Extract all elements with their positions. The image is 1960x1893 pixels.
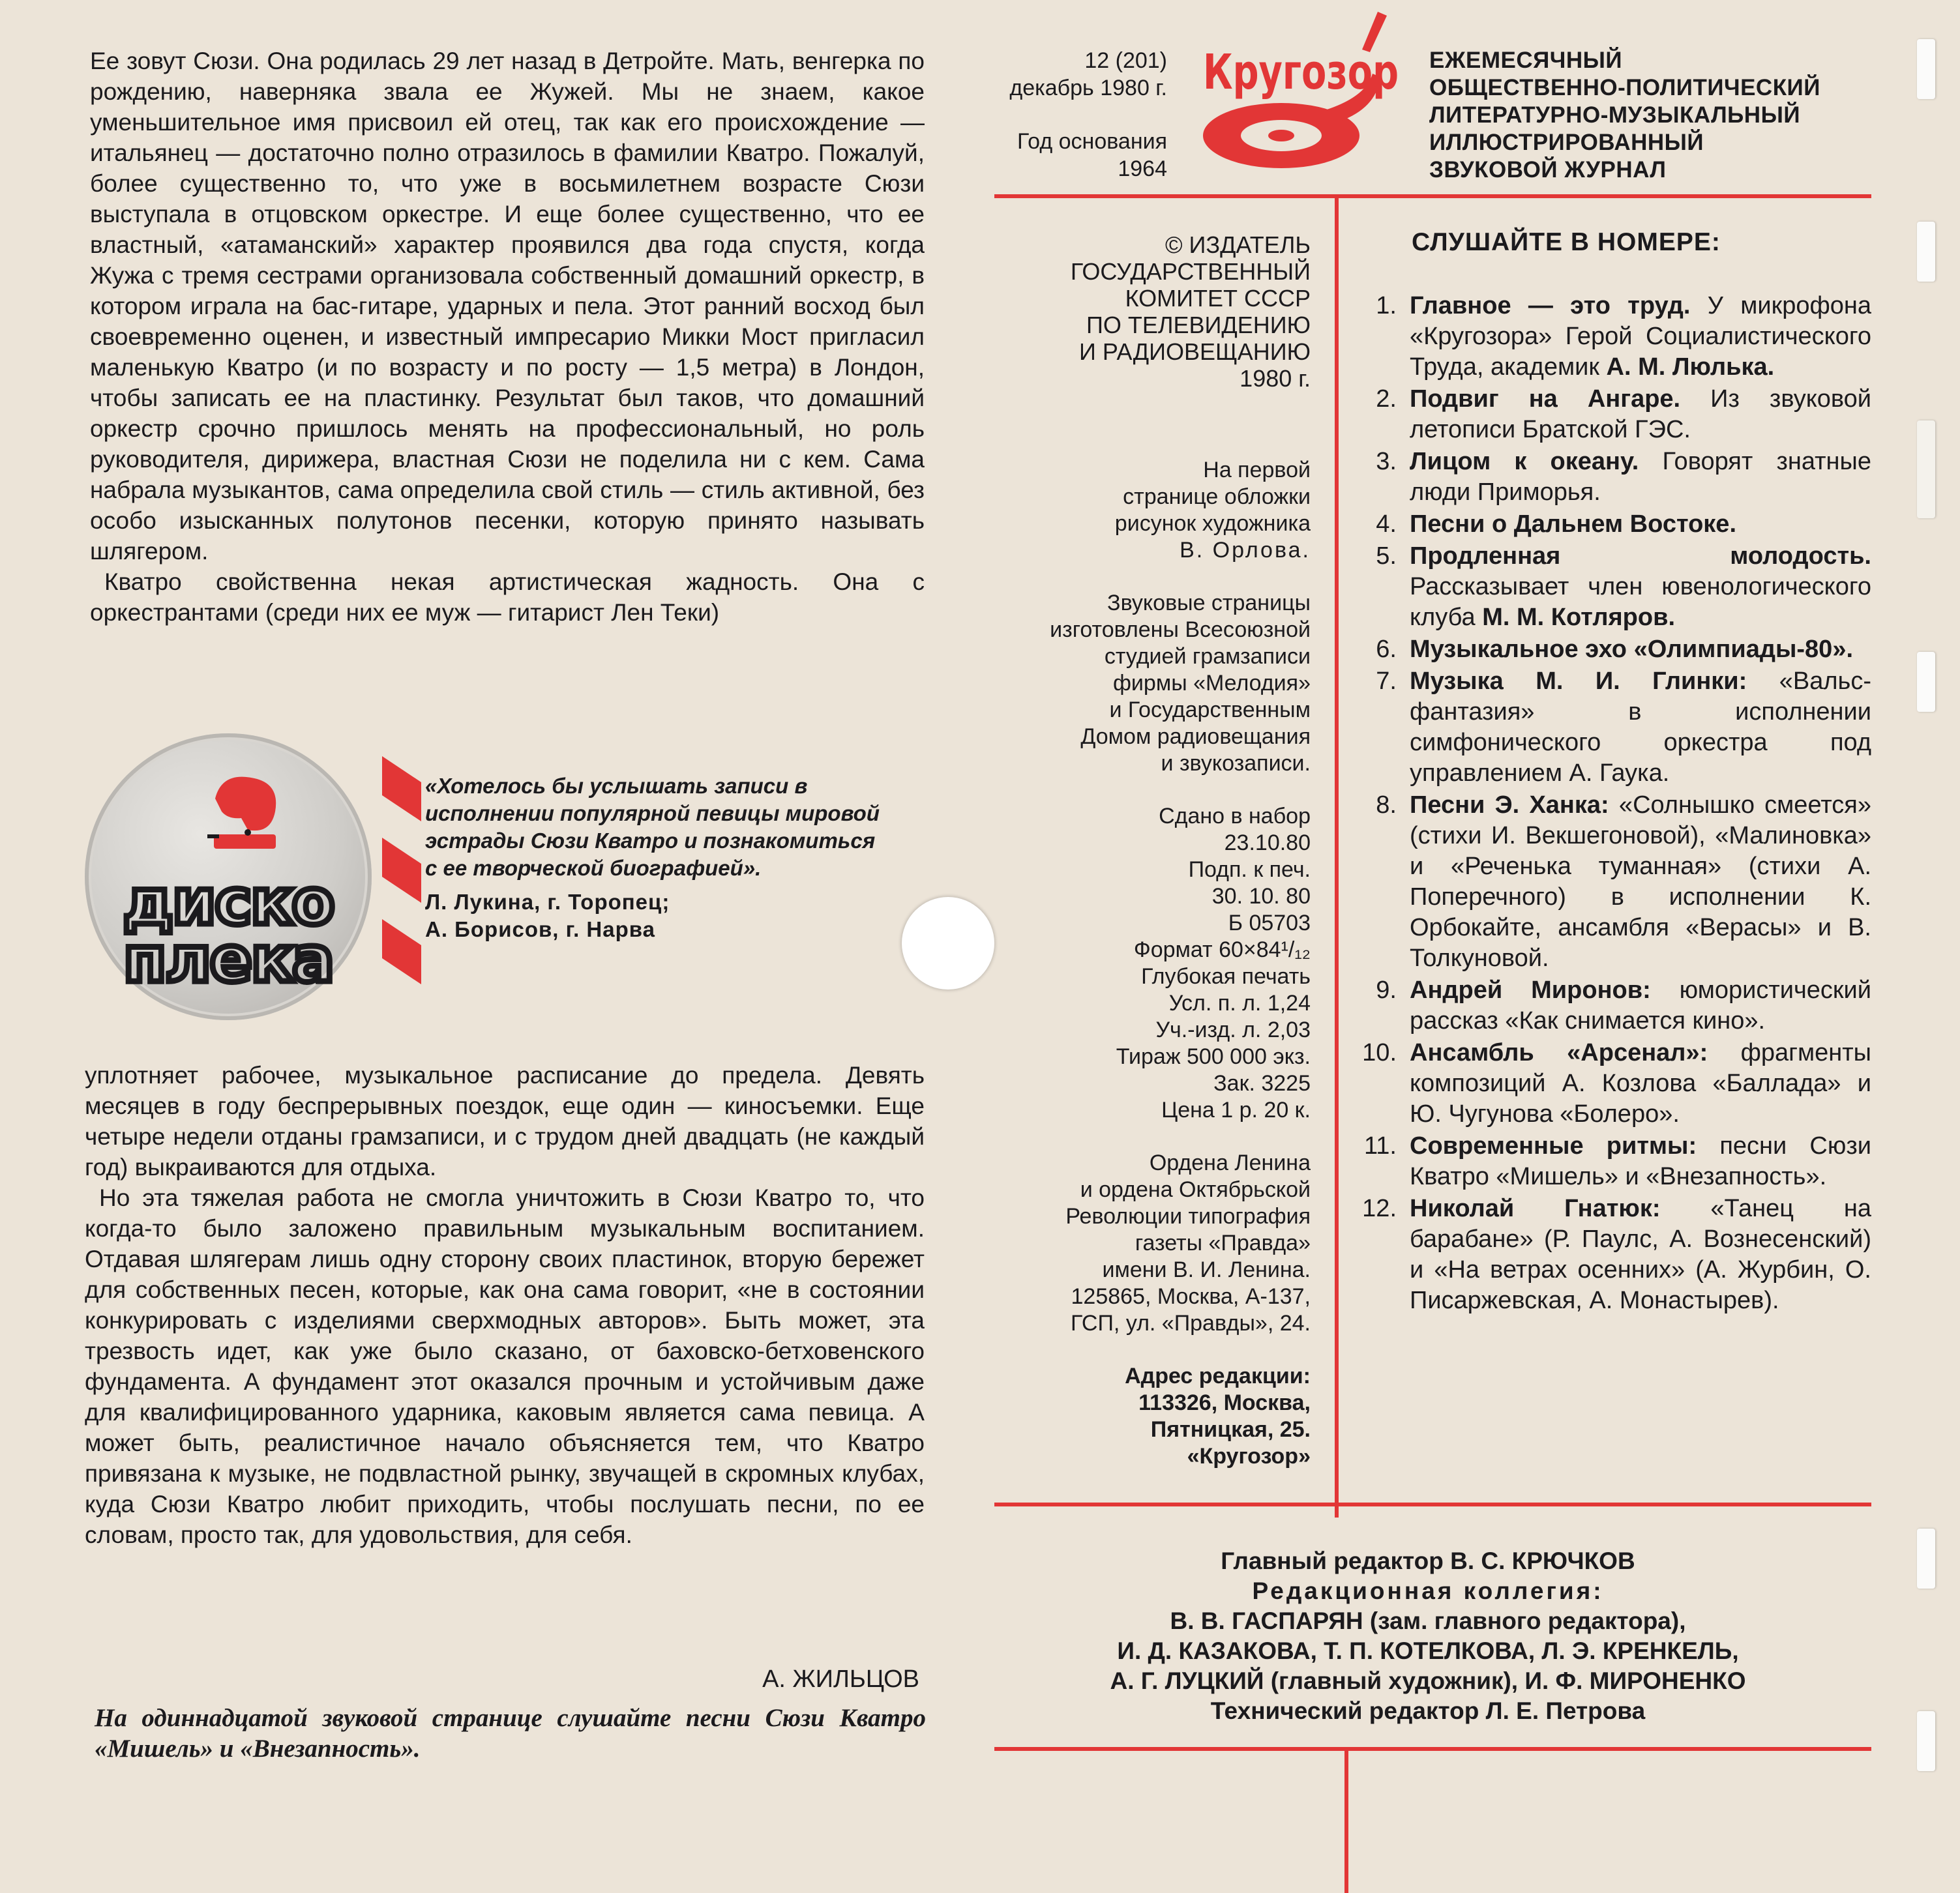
contents-item bbox=[1356, 291, 1871, 383]
founded-year: 1964 bbox=[1118, 156, 1167, 181]
page-edge-tab bbox=[1917, 1711, 1935, 1771]
quote-signature-1: Л. Лукина, г. Торопец; bbox=[425, 890, 670, 914]
imprint-line: и ордена Октябрьской bbox=[1080, 1177, 1311, 1202]
contents-item-number: 8. bbox=[1376, 791, 1397, 819]
imprint-line: Адрес редакции: bbox=[1125, 1364, 1311, 1388]
article-body-bottom bbox=[85, 1060, 925, 1550]
imprint-line: 23.10.80 bbox=[1224, 830, 1311, 855]
tagline-line: ИЛЛЮСТРИРОВАННЫЙ bbox=[1429, 130, 1704, 155]
article-paragraph: Ее зовут Сюзи. Она родилась 29 лет назад в Детройте. Мать, венгерка по рождению, наверняка звала ее Жужей. Мы не знаем, какое уменьшительное имя присвоил ей отец, так как его происхождение — итальянец — достаточно полно отразилось в фамилии Кватро. Пожалуй, более существенно то, что уже в восьмилетнем возрасте Сюзи выступала в отцовском оркестре. И еще более существенно, что ее властный, «атаманский» характер проявился два года спустя, когда Жужа с тремя сестрами организовала собственный домашний оркестр, в котором играла на бас-гитаре, ударных и пела. Этот ранний восход был своевременно оценен, и известный импресарио Микки Мост пригласил маленькую Кватро (и по возрасту и по росту — 1,5 метра) в Лондон, чтобы записать ее на пластинку. Результат был таков, что домашний оркестр срочно пришлось менять на профессиональный, но роль руководителя, дирижера, властная Сюзи не поделила ни с кем. Сама набрала музыкантов, сама определила свой стиль — стиль активной, без особо изысканных полутонов песенки, которую принято называть шлягером. bbox=[90, 48, 925, 565]
contents-item-number: 10. bbox=[1362, 1039, 1397, 1066]
imprint-line: «Кругозор» bbox=[1187, 1444, 1311, 1469]
imprint-line: Зак. 3225 bbox=[1213, 1071, 1311, 1096]
contents-item-title: Главное — это труд. bbox=[1410, 292, 1691, 319]
imprint-line: Домом радиовещания bbox=[1080, 724, 1311, 749]
contents-item bbox=[1356, 447, 1871, 508]
contents-item-number: 11. bbox=[1363, 1132, 1397, 1160]
masthead-rule bbox=[994, 194, 1871, 198]
krugozor-logo bbox=[1196, 12, 1405, 175]
imprint-line: имени В. И. Ленина. bbox=[1102, 1257, 1311, 1282]
contents-item-title: Подвиг на Ангаре. bbox=[1410, 385, 1681, 413]
imprint-line: газеты «Правда» bbox=[1135, 1231, 1311, 1255]
column-rule bbox=[1335, 194, 1339, 1518]
cover-credit bbox=[972, 457, 1311, 564]
contents-item-title: Песни о Дальнем Востоке. bbox=[1410, 510, 1736, 538]
contents-item-description: «Вальс-фантазия» в исполнении симфонического оркестра под управлением А. Гаука. bbox=[1410, 668, 1872, 787]
imprint-line: 30. 10. 80 bbox=[1211, 884, 1311, 909]
board-bottom-rule bbox=[994, 1747, 1871, 1751]
logo-wordmark: Кругозор bbox=[1203, 44, 1399, 100]
contents-item-description: Говорят знатные люди Приморья. bbox=[1410, 448, 1871, 506]
bottom-rule bbox=[1344, 1747, 1348, 1893]
contents-item-title: Андрей Миронов: bbox=[1410, 976, 1651, 1004]
contents-item-number: 6. bbox=[1376, 636, 1397, 663]
imprint-line: ПО ТЕЛЕВИДЕНИЮ bbox=[1086, 312, 1311, 338]
collegium-heading: Редакционная коллегия: bbox=[1252, 1578, 1604, 1604]
contents-list bbox=[1356, 291, 1871, 1317]
issue-info bbox=[952, 47, 1167, 183]
imprint-line: рисунок художника bbox=[1114, 511, 1311, 536]
imprint-line: 1980 г. bbox=[1240, 365, 1311, 392]
disco-logo-line1: диско bbox=[123, 866, 334, 939]
imprint-column bbox=[972, 231, 1311, 1496]
gramophone-icon bbox=[202, 772, 287, 857]
reader-request-quote bbox=[425, 772, 882, 943]
page-edge-tab bbox=[1917, 1529, 1935, 1589]
imprint-line: На первой bbox=[1203, 458, 1311, 482]
contents-item-description: У микрофона «Кругозора» Герой Социалистического Труда, академик bbox=[1410, 292, 1871, 381]
contents-item-description: «Танец на барабане» (Р. Паулс, А. Вознесенский) и «На ветрах осенних» (А. Журбин, О. Писаржевская, А. Монастырев). bbox=[1410, 1195, 1871, 1314]
disco-logo bbox=[98, 864, 359, 994]
contents-item-number: 12. bbox=[1362, 1195, 1397, 1222]
contents-item-description: Рассказывает член ювенологического клуба bbox=[1410, 573, 1871, 631]
contents-item-person: М. М. Котляров. bbox=[1482, 604, 1676, 631]
board-line: И. Д. КАЗАКОВА, Т. П. КОТЕЛКОВА, Л. Э. КРЕНКЕЛЬ, bbox=[1117, 1637, 1739, 1664]
imprint-line: и Государственным bbox=[1109, 697, 1311, 722]
article-paragraph: Кватро свойственна некая артистическая жадность. Она с оркестрантами (среди них ее муж — гитарист Лен Теки) bbox=[90, 568, 925, 626]
imprint-line: Звуковые страницы bbox=[1107, 591, 1311, 615]
imprint-line: фирмы «Мелодия» bbox=[1112, 671, 1311, 696]
tech-editor: Технический редактор Л. Е. Петрова bbox=[1210, 1697, 1646, 1724]
contents-item-title: Современные ритмы: bbox=[1410, 1132, 1697, 1160]
contents-item-title: Николай Гнатюк: bbox=[1410, 1195, 1661, 1222]
contents-item-title: Лицом к океану. bbox=[1410, 448, 1639, 475]
contents-item-number: 5. bbox=[1376, 542, 1397, 570]
contents-item-number: 1. bbox=[1376, 292, 1397, 319]
contents-item bbox=[1356, 790, 1871, 974]
editorial-address bbox=[972, 1363, 1311, 1470]
imprint-line: странице обложки bbox=[1123, 484, 1311, 509]
page-edge-tab bbox=[1917, 222, 1935, 282]
page-edge-tab bbox=[1917, 420, 1935, 518]
imprint-line: © ИЗДАТЕЛЬ bbox=[1165, 231, 1311, 258]
contents-item-title: Ансамбль «Арсенал»: bbox=[1410, 1039, 1708, 1066]
magazine-tagline bbox=[1429, 47, 1899, 184]
contents-item-description: фрагменты композиций А. Козлова «Баллада» и Ю. Чугунова «Болеро». bbox=[1410, 1039, 1871, 1128]
imprint-line: ГСП, ул. «Правды», 24. bbox=[1071, 1311, 1311, 1336]
imprint-line: Революции типография bbox=[1065, 1204, 1311, 1229]
contents-title: СЛУШАЙТЕ В НОМЕРЕ: bbox=[1412, 228, 1721, 256]
article-paragraph: Но эта тяжелая работа не смогла уничтожить в Сюзи Кватро то, что когда-то было заложено правильным музыкальным воспитанием. Отдавая шлягерам лишь одну сторону своих пластинок, вторую бережет для собственных песен, которые, как она сама говорит, «не в состоянии конкурировать с изделиями сверхмодных авторов». Быть может, эта трезвость идет, как уже было сказано, от баховско-бетховенского фундамента. А фундамент этот оказался прочным и устойчивым даже для квалифицированного ударника, каковым является сама певица. А может быть, реалистичное начало объясняется тем, что Кватро привязана к музыке, не подвластной рынку, звучащей в скромных клубах, куда Сюзи Кватро любит приходить, чтобы послушать песни, по ее словам, просто так, для удовольствия, для себя. bbox=[85, 1184, 925, 1548]
quote-text: «Хотелось бы услышать записи в исполнении популярной певицы мировой эстрады Сюзи Кватро и познакомиться с ее творческой биографией». bbox=[425, 774, 880, 880]
imprint-line: Цена 1 р. 20 к. bbox=[1161, 1098, 1311, 1123]
imprint-line: Б 05703 bbox=[1228, 911, 1311, 935]
issue-date: декабрь 1980 г. bbox=[1009, 76, 1167, 100]
contents-item bbox=[1356, 384, 1871, 445]
contents-item-title: Музыка М. И. Глинки: bbox=[1410, 668, 1747, 695]
page-edge-tab bbox=[1917, 652, 1935, 712]
imprint-line: КОМИТЕТ СССР bbox=[1125, 285, 1311, 312]
contents-item-number: 4. bbox=[1376, 510, 1397, 538]
imprint-line: Подп. к печ. bbox=[1188, 857, 1311, 882]
imprint-line: и звукозаписи. bbox=[1161, 751, 1311, 776]
page-edge-tab bbox=[1917, 39, 1935, 99]
disco-club-badge bbox=[85, 733, 372, 1020]
contents-item-number: 9. bbox=[1376, 976, 1397, 1004]
contents-item-description: «Солнышко смеется» (стихи И. Векшегоновой), «Малиновка» и «Реченька туманная» (стихи А. Поперечного) в исполнении К. Орбокайте, ансамбля «Верасы» и В. Толкуновой. bbox=[1410, 791, 1872, 972]
contents-item-title: Продленная молодость. bbox=[1410, 542, 1871, 570]
print-info bbox=[972, 803, 1311, 1124]
imprint-line: изготовлены Всесоюзной bbox=[1050, 617, 1311, 642]
cover-artist: В. Орлова. bbox=[1180, 538, 1311, 563]
imprint-line: студией грамзаписи bbox=[1104, 644, 1311, 669]
disco-logo-line2: плека bbox=[123, 923, 333, 996]
founded-label: Год основания bbox=[1017, 129, 1167, 154]
imprint-line: Ордена Ленина bbox=[1149, 1151, 1311, 1175]
chief-editor: Главный редактор В. С. КРЮЧКОВ bbox=[1221, 1548, 1635, 1574]
listen-note: На одиннадцатой звуковой странице слушайте песни Сюзи Кватро «Мишель» и «Внезапность». bbox=[95, 1704, 926, 1763]
imprint-line: 125865, Москва, А-137, bbox=[1071, 1284, 1311, 1309]
imprint-line: Сдано в набор bbox=[1159, 804, 1311, 829]
quote-markers bbox=[382, 756, 421, 991]
contents-item bbox=[1356, 1194, 1871, 1316]
contents-item-title: Музыкальное эхо «Олимпиады-80». bbox=[1410, 636, 1854, 663]
imprint-line: И РАДИОВЕЩАНИЮ bbox=[1079, 338, 1311, 365]
tagline-line: ЗВУКОВОЙ ЖУРНАЛ bbox=[1429, 157, 1667, 183]
board-line: В. В. ГАСПАРЯН (зам. главного редактора), bbox=[1170, 1607, 1686, 1634]
contents-item-description: песни Сюзи Кватро «Мишель» и «Внезапность». bbox=[1410, 1132, 1871, 1190]
contents-item bbox=[1356, 975, 1871, 1036]
printer-info bbox=[972, 1150, 1311, 1337]
contents-item-description: юмористический рассказ «Как снимается кино». bbox=[1410, 976, 1871, 1035]
contents-item bbox=[1356, 666, 1871, 789]
imprint-line: Уч.-изд. л. 2,03 bbox=[1155, 1018, 1311, 1042]
board-line: А. Г. ЛУЦКИЙ (главный художник), И. Ф. МИРОНЕНКО bbox=[1110, 1667, 1746, 1694]
publisher-block bbox=[972, 231, 1311, 392]
article-author: А. ЖИЛЬЦОВ bbox=[762, 1666, 919, 1693]
imprint-line: Тираж 500 000 экз. bbox=[1116, 1044, 1311, 1069]
sound-pages-credit bbox=[972, 590, 1311, 777]
issue-number: 12 (201) bbox=[1084, 48, 1167, 73]
contents-item-number: 2. bbox=[1376, 385, 1397, 413]
contents-item-number: 7. bbox=[1376, 668, 1397, 695]
contents-item bbox=[1356, 1131, 1871, 1192]
tagline-line: ОБЩЕСТВЕННО-ПОЛИТИЧЕСКИЙ bbox=[1429, 75, 1820, 100]
article-body-top bbox=[90, 46, 925, 628]
board-top-rule bbox=[994, 1503, 1871, 1506]
contents-item-number: 3. bbox=[1376, 448, 1397, 475]
imprint-line: Пятницкая, 25. bbox=[1150, 1417, 1311, 1442]
contents-item bbox=[1356, 541, 1871, 633]
contents-item bbox=[1356, 1038, 1871, 1130]
contents-item-person: А. М. Люлька. bbox=[1606, 353, 1775, 381]
contents-item bbox=[1356, 509, 1871, 540]
imprint-line: Формат 60×84¹/₁₂ bbox=[1133, 937, 1311, 962]
imprint-line: Усл. п. л. 1,24 bbox=[1168, 991, 1311, 1016]
contents-item-title: Песни Э. Ханка: bbox=[1410, 791, 1609, 819]
imprint-line: Глубокая печать bbox=[1141, 964, 1311, 989]
tagline-line: ЕЖЕМЕСЯЧНЫЙ bbox=[1429, 48, 1623, 73]
article-paragraph: уплотняет рабочее, музыкальное расписание до предела. Девять месяцев в году беспрерывных поездок, еще один — киносъемки. Еще четыре недели отданы грамзаписи, и с трудом дней двадцать (не каждый год) выкраиваются для отдыха. bbox=[85, 1062, 925, 1181]
tagline-line: ЛИТЕРАТУРНО-МУЗЫКАЛЬНЫЙ bbox=[1429, 102, 1800, 128]
imprint-line: 113326, Москва, bbox=[1138, 1390, 1311, 1415]
contents-item-description: Из звуковой летописи Братской ГЭС. bbox=[1410, 385, 1871, 443]
editorial-board bbox=[978, 1546, 1878, 1726]
contents-item bbox=[1356, 634, 1871, 665]
quote-signature-2: А. Борисов, г. Нарва bbox=[425, 917, 655, 941]
imprint-line: ГОСУДАРСТВЕННЫЙ bbox=[1070, 258, 1311, 285]
